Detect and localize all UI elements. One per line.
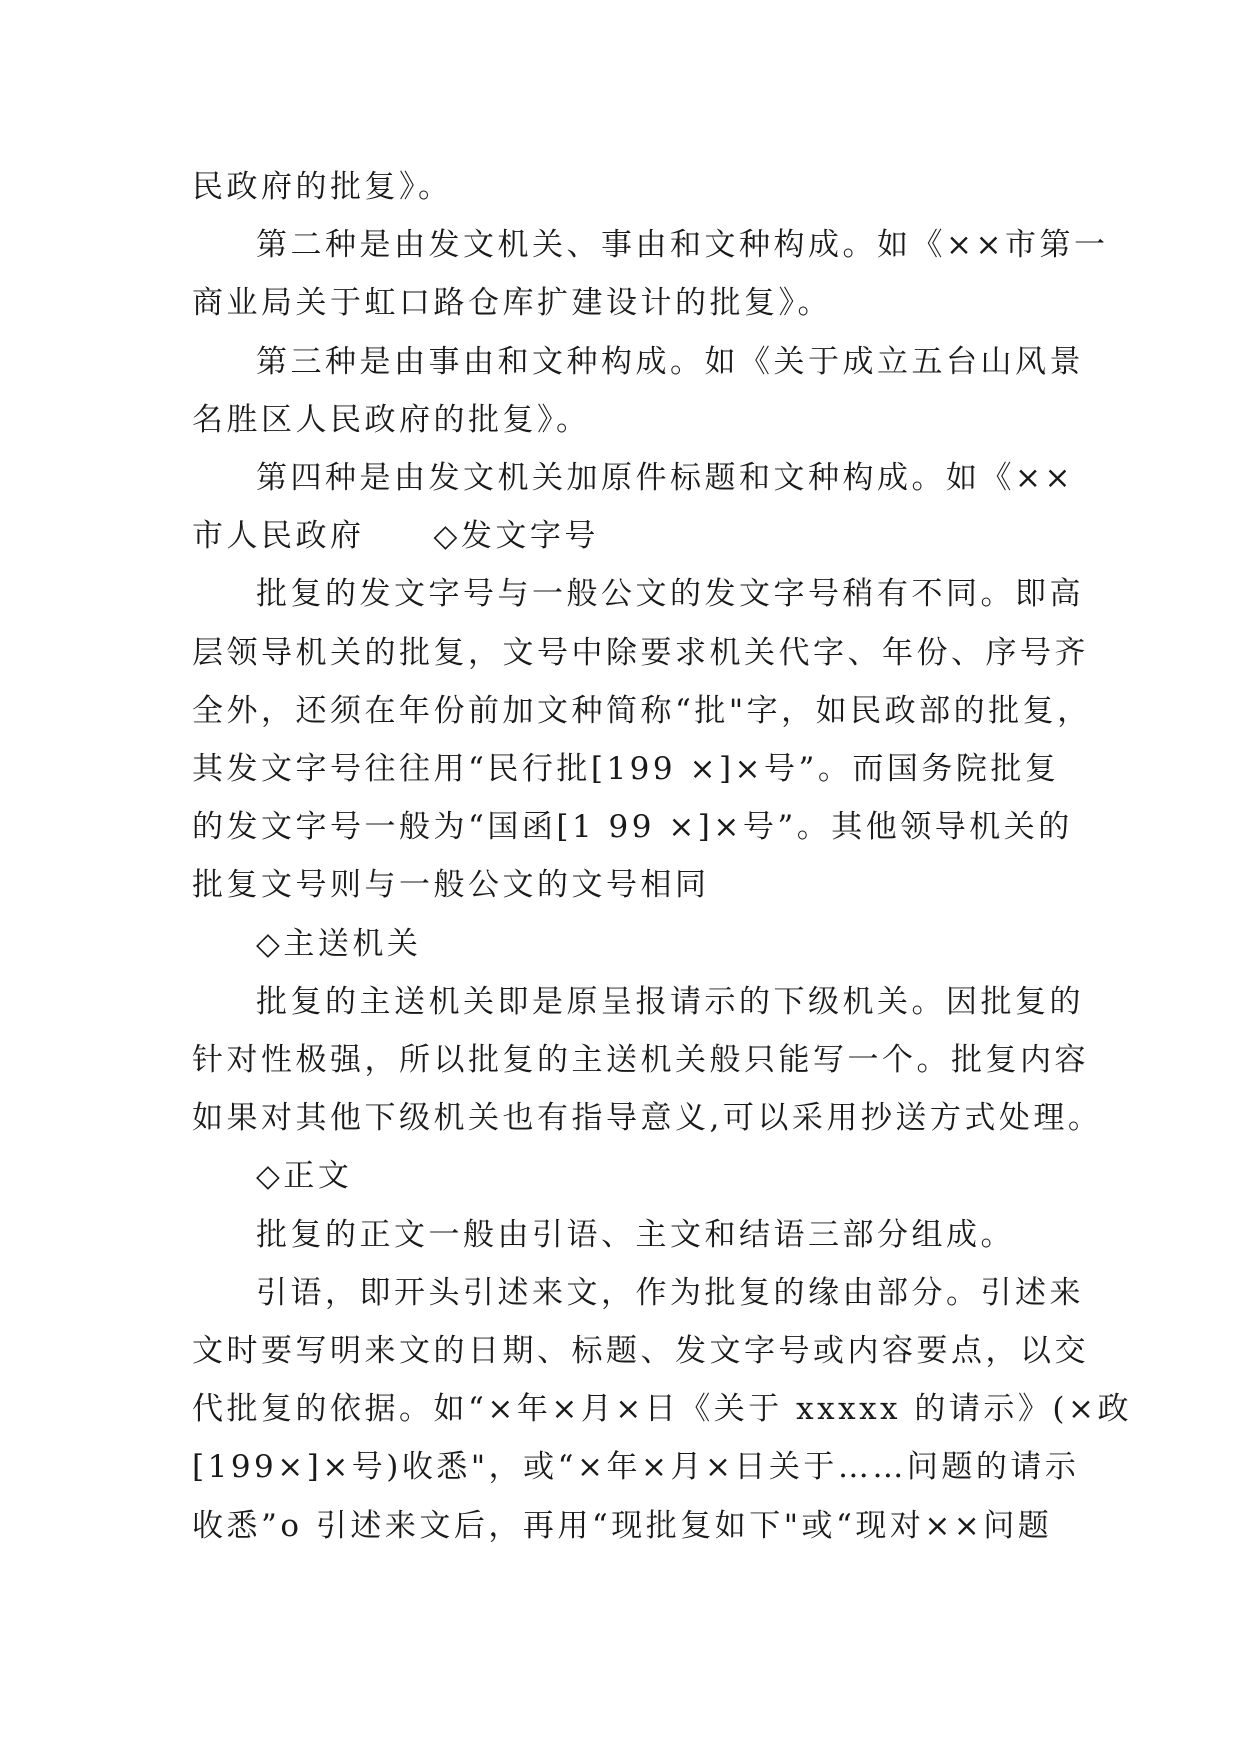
text-line: 文时要写明来文的日期、标题、发文字号或内容要点，以交 xyxy=(192,1333,1089,1370)
text-line: 民政府的批复》。 xyxy=(192,169,453,205)
text-line: 市人民政府 ◇发文字号 xyxy=(192,518,599,555)
text-line: 第三种是由事由和文种构成。如《关于成立五台山风景 xyxy=(256,343,1084,380)
text-line: 第四种是由发文机关加原件标题和文种构成。如《×× xyxy=(256,460,1074,497)
text-line: 批复的主送机关即是原呈报请示的下级机关。因批复的 xyxy=(256,983,1084,1020)
section-heading: ◇正文 xyxy=(256,1158,353,1195)
text-line: 第二种是由发文机关、事由和文种构成。如《××市第一 xyxy=(256,227,1109,264)
text-line: [199×]×号)收悉"，或“×年×月×日关于……问题的请示 xyxy=(192,1449,1080,1486)
text-line: 其发文字号往往用“民行批[199 ×]×号”。而国务院批复 xyxy=(192,751,1060,788)
text-line: 层领导机关的批复，文号中除要求机关代字、年份、序号齐 xyxy=(192,634,1089,671)
text-line: 的发文字号一般为“国函[1 99 ×]×号”。其他领导机关的 xyxy=(192,809,1073,846)
text-line: 批复的发文字号与一般公文的发文字号稍有不同。即高 xyxy=(256,576,1084,613)
text-line: 商业局关于虹口路仓库扩建设计的批复》。 xyxy=(192,285,832,322)
text-line: 针对性极强，所以批复的主送机关般只能写一个。批复内容 xyxy=(192,1042,1089,1079)
section-heading: ◇主送机关 xyxy=(256,925,422,962)
text-line: 代批复的依据。如“×年×月×日《关于 xxxxx 的请示》(×政 xyxy=(192,1391,1132,1428)
text-line: 收悉”o 引述来文后，再用“现批复如下"或“现对××问题 xyxy=(192,1507,1053,1544)
document-body xyxy=(192,158,1132,1555)
text-line: 批复文号则与一般公文的文号相同 xyxy=(192,867,710,904)
text-line: 批复的正文一般由引语、主文和结语三部分组成。 xyxy=(256,1216,1015,1253)
text-line: 引语，即开头引述来文，作为批复的缘由部分。引述来 xyxy=(256,1274,1084,1311)
text-line: 如果对其他下级机关也有指导意义,可以采用抄送方式处理。 xyxy=(192,1100,1103,1137)
text-line: 全外，还须在年份前加文种简称“批"字，如民政部的批复， xyxy=(192,692,1092,729)
text-line: 名胜区人民政府的批复》。 xyxy=(192,401,591,438)
